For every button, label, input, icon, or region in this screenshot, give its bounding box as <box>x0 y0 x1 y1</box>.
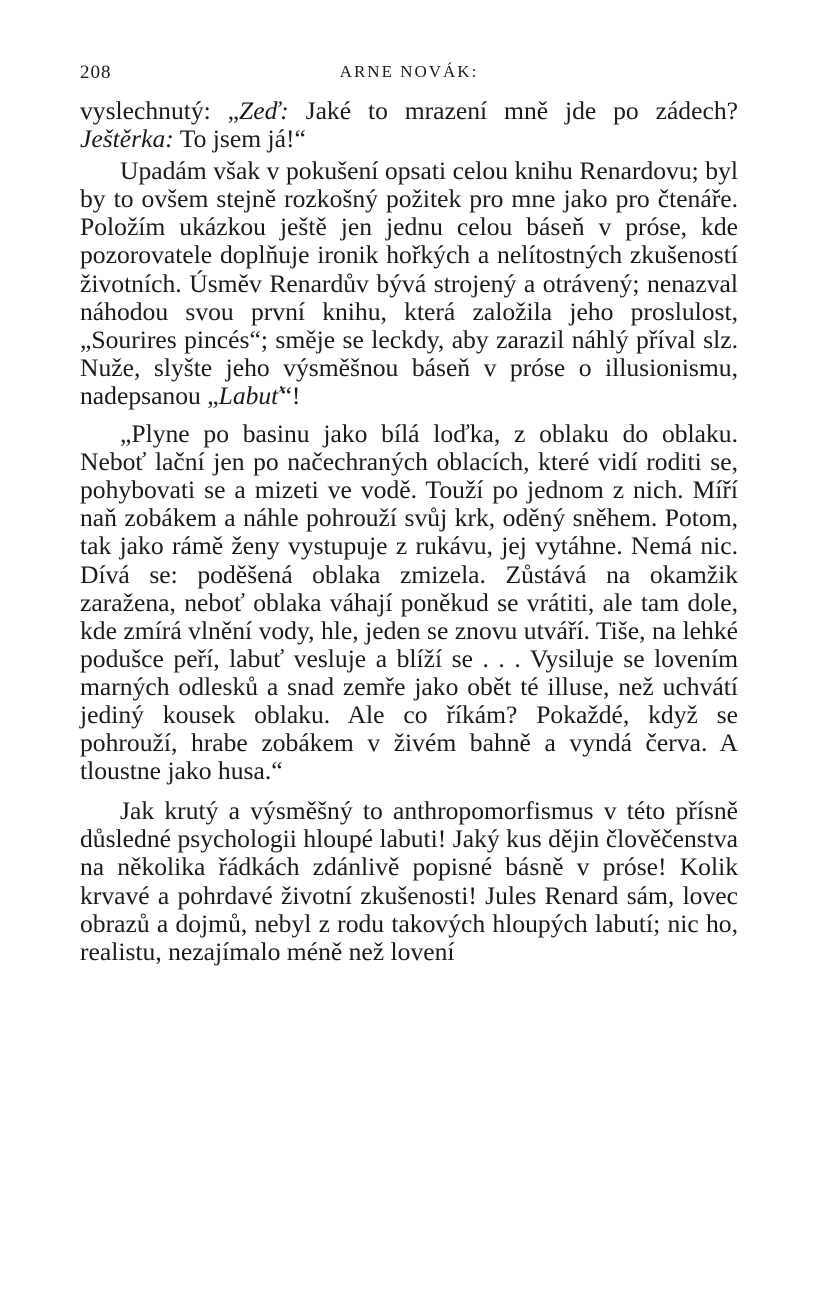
paragraph-1 <box>80 97 738 153</box>
running-head <box>80 62 738 92</box>
paragraph-2 <box>80 157 738 410</box>
paragraph-3-quoted-poem <box>80 420 738 785</box>
paragraph-3-text: „Plyne po basinu jako bílá loďka, z oblaku do oblaku. Neboť lační jen po načechraných oblacích, které vidí roditi se, pohybovati se a mizeti ve vodě. Touží po jednom z nich. Míří naň zobákem a náhle pohrouží svůj krk, oděný sněhem. Potom, tak jako rámě ženy vystupuje z rukávu, jej vytáhne. Nemá nic. Dívá se: poděšená oblaka zmizela. Zůstává na okamžik zaražena, neboť oblaka váhají poněkud se vrátiti, ale tam dole, kde zmírá vlnění vody, hle, jeden se znovu utváří. Tiše, na lehké podušce peří, labuť vesluje a blíží se . . . Vysiluje se lovením marných odlesků a snad zemře jako obět té illuse, než uchvátí jediný kousek oblaku. Ale co říkám? Pokaždé, když se pohrouží, hrabe zobákem v živém bahně a vyndá červa. A tloustne jako husa.“ <box>80 419 738 786</box>
paragraph-1-text-3: To jsem já!“ <box>173 124 306 154</box>
paragraph-2-text-1: Upadám však v pokušení opsati celou knihu Renardovu; byl by to ovšem stejně rozkošný požitek pro mne jako pro čtenáře. Položím ukázkou ještě jen jednu celou báseň v próse, kde pozorovatele doplňuje ironik hořkých a nelítostných zkušeností životních. Úsměv Renardův bývá strojený a otrávený; nenazval náhodou svou první knihu, která založila jeho proslulost, „Sourires pincés“; směje se leckdy, aby zarazil náhlý příval slz. Nuže, slyšte jeho výsměšnou báseň v próse o illusionismu, nadepsanou „ <box>80 156 738 410</box>
running-title: ARNE NOVÁK: <box>339 62 479 81</box>
speaker-wall: Zeď: <box>239 96 289 125</box>
paragraph-1-text-1: vyslechnutý: „ <box>80 96 240 125</box>
paragraph-4 <box>80 797 738 966</box>
paragraph-4-text: Jak krutý a výsměšný to anthropomorfismus v této přísně důsledné psychologii hloupé labuti! Jaký kus dějin člověčenstva na několika řádkách zdánlivě popisné básně v próse! Kolik krvavé a pohrdavé životní zkušenosti! Jules Renard sám, lovec obrazů a dojmů, nebyl z rodu takových hloupých labutí; nic ho, realistu, nezajímalo méně než lovení <box>80 796 738 966</box>
speaker-lizard: Ještěrka: <box>80 124 174 154</box>
page-number: 208 <box>80 62 112 83</box>
poem-title-swan: Labuť <box>218 380 281 410</box>
paragraph-2-text-2: “! <box>280 380 301 410</box>
body-text <box>80 97 738 966</box>
paragraph-1-text-2: Jaké to mrazení mně jde po zádech? <box>288 96 738 125</box>
